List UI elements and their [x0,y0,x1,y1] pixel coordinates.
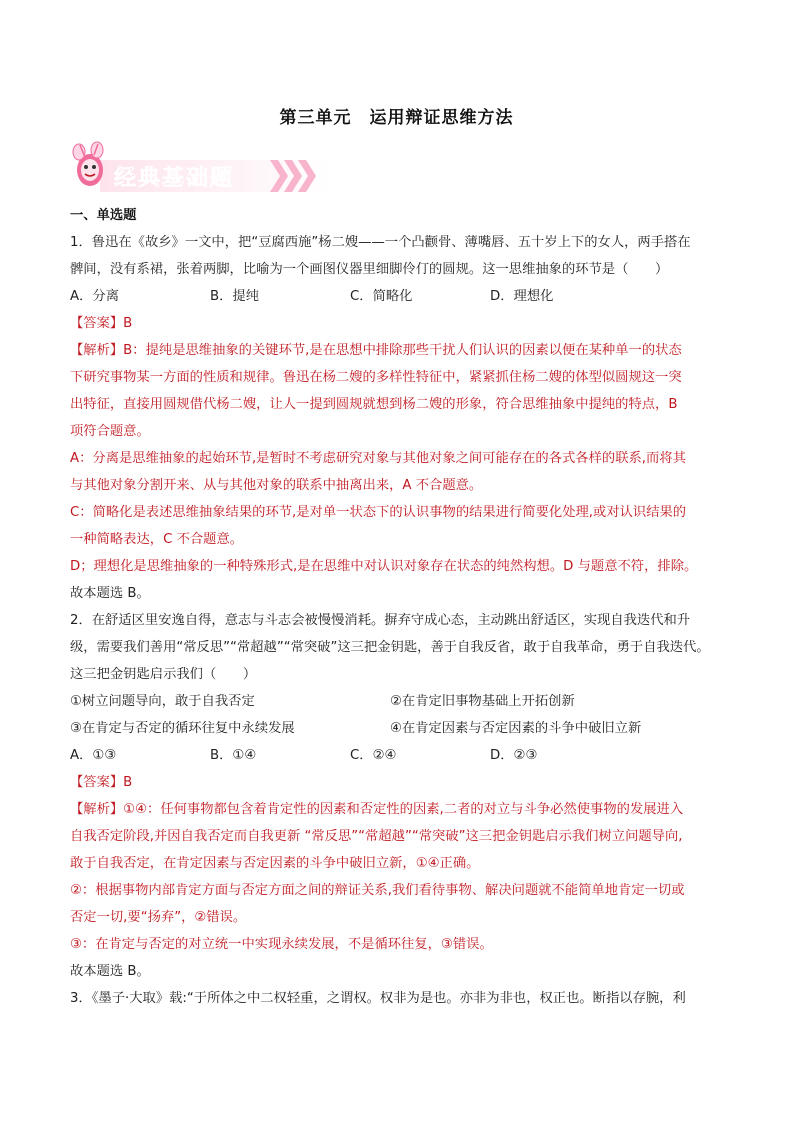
analysis-line: C：简略化是表述思维抽象结果的环节,是对单一状态下的认识事物的结果进行简要化处理,或对认识结果的 [70,505,687,520]
question-2 [70,607,726,985]
analysis-line: 否定一切,要“扬弃”，②错误。 [70,910,247,925]
statement-row [70,715,726,742]
analysis-line: 项符合题意。 [70,424,150,439]
analysis-line: 一种简略表达，C 不合题意。 [70,532,244,547]
section-heading: 一、单选题 [70,208,137,223]
option-c: C．②④ [350,748,397,763]
analysis-line: 下研究事物某一方面的性质和规律。鲁迅在杨二嫂的多样性特征中，紧紧抓住杨二嫂的体型似圆规这一突 [70,370,682,385]
question-text-line: 2．在舒适区里安逸自得，意志与斗志会被慢慢消耗。摒弃守成心态，主动跳出舒适区，实现自我迭代和升 [70,613,691,628]
banner-label: 经典基础题 [114,166,235,191]
option-b: B．提纯 [210,289,260,304]
analysis-line: 【解析】B：提纯是思维抽象的关键环节,是在思想中排除那些干扰人们认识的因素以便在某种单一的状态 [70,343,682,358]
question-text-line: 3．《墨子·大取》载:“于所体之中二权轻重，之谓权。权非为是也。亦非为非也，权正也。断指以存腕，利 [70,991,686,1006]
analysis-line: 出特征，直接用圆规借代杨二嫂，让人一提到圆规就想到杨二嫂的形象，符合思维抽象中提纯的特点，B [70,397,678,412]
conclusion-line: 故本题选 B。 [70,586,150,601]
question-1 [70,229,726,607]
analysis-line: 与其他对象分割开来、从与其他对象的联系中抽离出来，A 不合题意。 [70,478,483,493]
answer-line: 【答案】B [70,316,133,331]
option-d: D．理想化 [490,289,554,304]
analysis-line: 自我否定阶段,并因自我否定而自我更新 “常反思”“常超越”“常突破”这三把金钥匙启示我们树立问题导向, [70,829,683,844]
section-banner [70,140,330,195]
question-3 [70,985,726,1012]
question-text-line: 级，需要我们善用“常反思”“常超越”“常突破”这三把金钥匙，善于自我反省，敢于自我革命，勇于自我迭代。 [70,640,710,655]
option-a: A．①③ [70,748,117,763]
option-b: B．①④ [210,748,257,763]
document-content [70,202,726,1012]
statement-4: ④在肯定因素与否定因素的斗争中破旧立新 [390,721,642,736]
statement-3: ③在肯定与否定的循环往复中永续发展 [70,721,295,736]
statement-row [70,688,726,715]
statement-1: ①树立问题导向，敢于自我否定 [70,694,255,709]
question-text-line: 1．鲁迅在《故乡》一文中，把“豆腐西施”杨二嫂——一个凸颧骨、薄嘴唇、五十岁上下的女人，两手搭在 [70,235,691,250]
question-options [70,742,726,769]
option-c: C．简略化 [350,289,413,304]
bee-icon [73,142,103,186]
analysis-line: D；理想化是思维抽象的一种特殊形式,是在思维中对认识对象存在状态的纯然构想。D 与题意不符，排除。 [70,559,698,574]
answer-line: 【答案】B [70,775,133,790]
analysis-line: ③：在肯定与否定的对立统一中实现永续发展，不是循环往复，③错误。 [70,937,493,952]
option-a: A．分离 [70,289,119,304]
analysis-line: ②：根据事物内部肯定方面与否定方面之间的辩证关系,我们看待事物、解决问题就不能简单地肯定一切或 [70,883,685,898]
analysis-line: A：分离是思维抽象的起始环节,是暂时不考虑研究对象与其他对象之间可能存在的各式各样的联系,而将其 [70,451,686,466]
question-text-line: 髀间，没有系裙，张着两脚，比喻为一个画图仪器里细脚伶仃的圆规。这一思维抽象的环节是（ ） [70,262,669,277]
question-text-line: 这三把金钥匙启示我们（ ） [70,667,257,682]
analysis-line: 敢于自我否定，在肯定因素与否定因素的斗争中破旧立新，①④正确。 [70,856,480,871]
option-d: D．②③ [490,748,538,763]
conclusion-line: 故本题选 B。 [70,964,150,979]
statement-2: ②在肯定旧事物基础上开拓创新 [390,694,575,709]
analysis-line: 【解析】①④：任何事物都包含着肯定性的因素和否定性的因素,二者的对立与斗争必然使事物的发展进入 [70,802,684,817]
page-title: 第三单元 运用辩证思维方法 [279,108,514,128]
question-options [70,283,726,310]
